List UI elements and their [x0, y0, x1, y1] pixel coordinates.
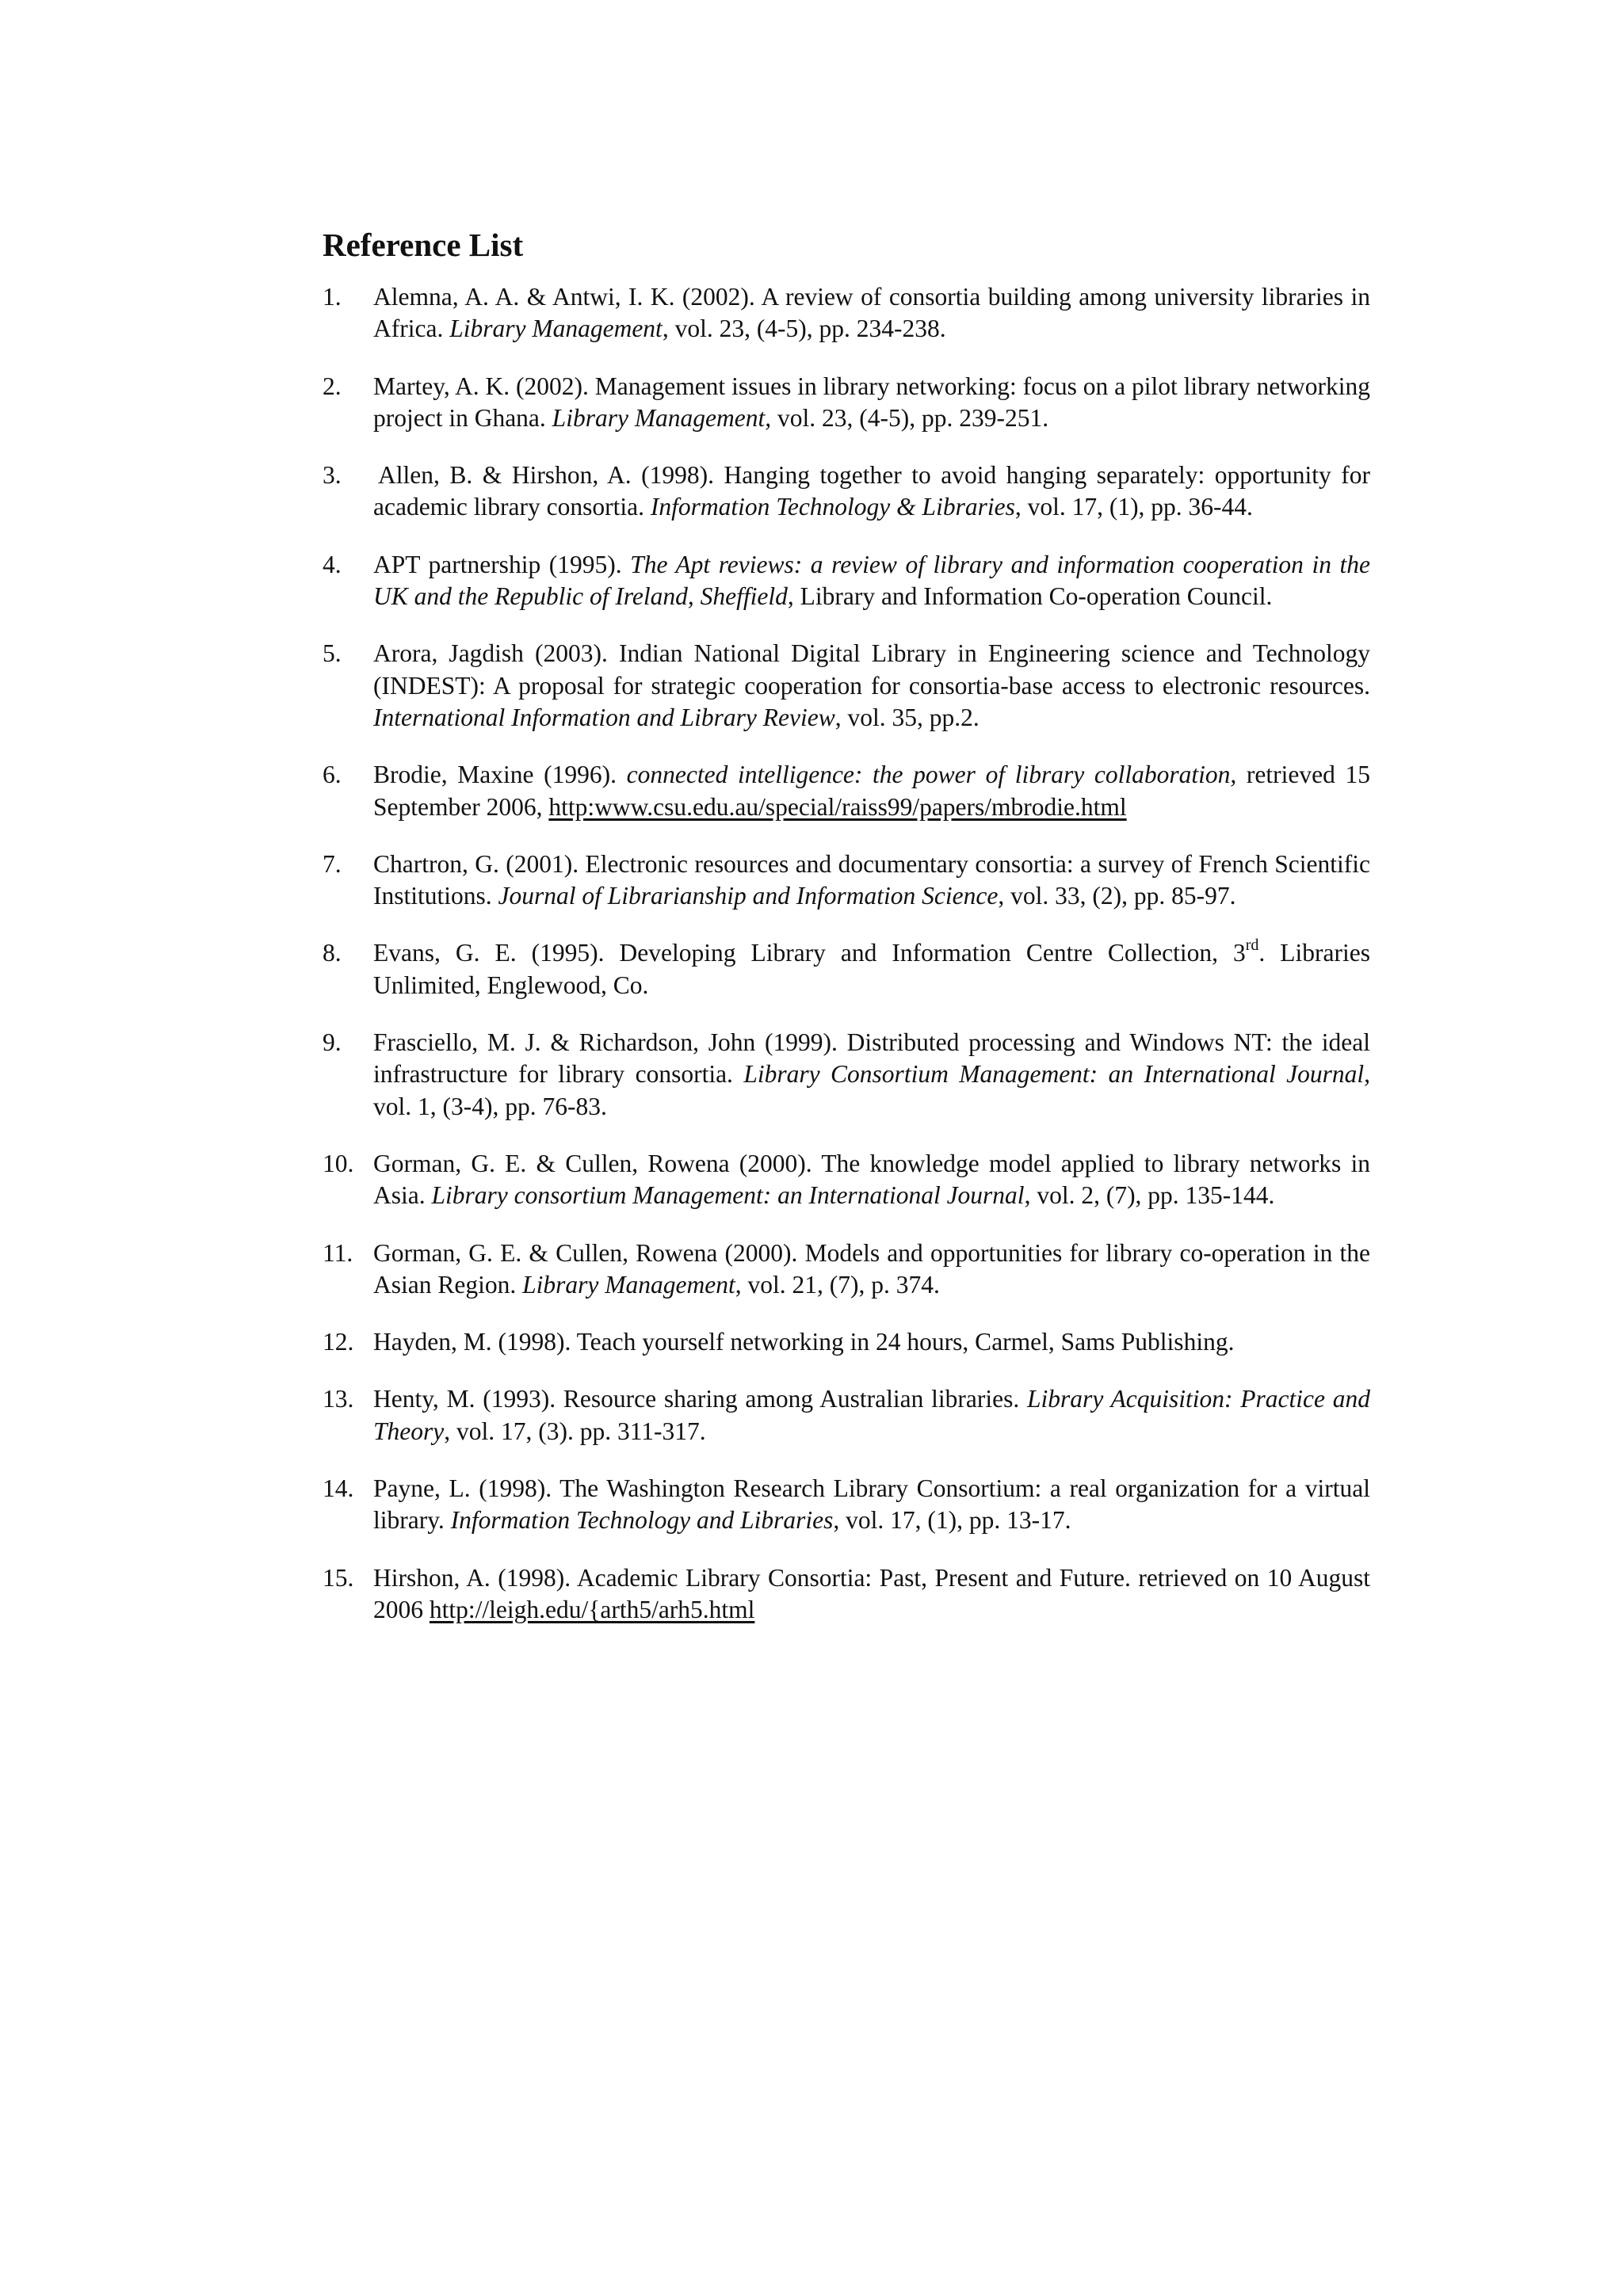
- reference-details: , vol. 17, (1), pp. 36-44.: [1014, 493, 1253, 521]
- reference-details: , vol. 17, (1), pp. 13-17.: [833, 1506, 1071, 1535]
- reference-text: Henty, M. (1993). Resource sharing among Australian libraries.: [373, 1385, 1028, 1413]
- reference-item: [323, 849, 1370, 913]
- reference-text: APT partnership (1995).: [373, 550, 631, 578]
- reference-number: 9.: [323, 1028, 342, 1057]
- reference-text: Hirshon, A. (1998). Academic Library Consortia: Past, Present and Future. retrieved on 10 August 2006: [373, 1563, 1370, 1623]
- reference-source: International Information and Library Review: [373, 703, 835, 731]
- reference-item: [323, 638, 1370, 734]
- reference-source: Library Management: [522, 1270, 735, 1299]
- reference-text: Alemna, A. A. & Antwi, I. K. (2002). A review of consortia building among university libraries in Africa.: [373, 283, 1370, 343]
- reference-details: , vol. 2, (7), pp. 135-144.: [1024, 1181, 1275, 1210]
- reference-details: . Libraries Unlimited, Englewood, Co.: [373, 939, 1371, 999]
- reference-text: Gorman, G. E. & Cullen, Rowena (2000). The knowledge model applied to library networks in Asia.: [373, 1149, 1370, 1210]
- reference-item: [323, 1027, 1370, 1123]
- reference-item: [323, 1238, 1370, 1302]
- reference-item: [323, 460, 1370, 524]
- reference-text: Arora, Jagdish (2003). Indian National Digital Library in Engineering science and Technology (INDEST): A proposal for strategic cooperation for consortia-base access to electronic resources.: [373, 639, 1370, 700]
- reference-source: Library Management,: [552, 403, 772, 432]
- reference-text: Frasciello, M. J. & Richardson, John (1999). Distributed processing and Windows NT: the ideal infrastructure for library consortia.: [373, 1028, 1370, 1089]
- reference-text: Evans, G. E. (1995). Developing Library and Information Centre Collection, 3: [373, 939, 1246, 967]
- reference-item: [323, 371, 1370, 435]
- reference-source: Library Acquisition: Practice and Theory: [373, 1385, 1370, 1445]
- reference-item: [323, 1562, 1370, 1627]
- reference-details: retrieved 15 September 2006,: [373, 761, 1370, 821]
- reference-details: , vol. 33, (2), pp. 85-97.: [998, 882, 1236, 910]
- reference-details: , vol. 23, (4-5), pp. 234-238.: [662, 315, 946, 343]
- reference-details: , vol. 35, pp.2.: [834, 703, 980, 731]
- reference-details: , vol. 17, (3). pp. 311-317.: [444, 1417, 706, 1445]
- reference-source: Information Technology & Libraries: [650, 493, 1015, 521]
- reference-source: The Apt reviews: a review of library and information cooperation in the UK and the Republic of Ireland, Sheffield: [373, 550, 1370, 611]
- reference-number: 12.: [323, 1328, 354, 1356]
- reference-details: vol. 23, (4-5), pp. 239-251.: [771, 403, 1049, 432]
- reference-source: Library Management: [449, 315, 663, 343]
- reference-number: 6.: [323, 761, 342, 789]
- reference-source: Library Consortium Management: an International Journal,: [743, 1060, 1371, 1089]
- reference-number: 4.: [323, 550, 342, 578]
- reference-item: [323, 1326, 1370, 1358]
- reference-link[interactable]: http://leigh.edu/{arth5/arh5.html: [429, 1595, 755, 1623]
- reference-item: [323, 1148, 1370, 1212]
- reference-number: 13.: [323, 1385, 354, 1413]
- reference-item: [323, 1473, 1370, 1537]
- reference-item: [323, 937, 1370, 1001]
- reference-details: , Library and Information Co-operation Council.: [787, 582, 1273, 611]
- reference-text: Brodie, Maxine (1996).: [373, 761, 627, 789]
- reference-text: Martey, A. K. (2002). Management issues in library networking: focus on a pilot library networking project in Ghana.: [373, 372, 1370, 432]
- reference-source: Library consortium Management: an International Journal: [431, 1181, 1025, 1210]
- page-title: Reference List: [323, 227, 524, 263]
- reference-number: 10.: [323, 1149, 354, 1177]
- reference-source: Journal of Librarianship and Information Science: [498, 882, 999, 910]
- reference-number: 1.: [323, 283, 342, 311]
- reference-number: 11.: [323, 1238, 353, 1267]
- reference-number: 8.: [323, 939, 342, 967]
- reference-number: 5.: [323, 639, 342, 668]
- reference-item: [323, 1383, 1370, 1447]
- reference-text: Hayden, M. (1998). Teach yourself networking in 24 hours, Carmel, Sams Publishing.: [373, 1328, 1235, 1356]
- reference-number: 7.: [323, 849, 342, 878]
- reference-number: 2.: [323, 372, 342, 400]
- reference-details: vol. 1, (3-4), pp. 76-83.: [373, 1092, 607, 1120]
- reference-number: 15.: [323, 1563, 354, 1592]
- reference-item: [323, 281, 1370, 345]
- reference-number: 14.: [323, 1474, 354, 1503]
- reference-item: [323, 549, 1370, 613]
- reference-text: Payne, L. (1998). The Washington Research Library Consortium: a real organization for a virtual library.: [373, 1474, 1370, 1535]
- reference-source: Information Technology and Libraries: [450, 1506, 834, 1535]
- reference-text: Gorman, G. E. & Cullen, Rowena (2000). Models and opportunities for library co-operation in the Asian Region.: [373, 1238, 1370, 1299]
- reference-link[interactable]: http:www.csu.edu.au/special/raiss99/papers/mbrodie.html: [548, 792, 1127, 821]
- reference-text: Allen, B. & Hirshon, A. (1998). Hanging together to avoid hanging separately: opportunity for academic library consortia.: [373, 461, 1370, 521]
- reference-source: connected intelligence: the power of library collaboration,: [626, 761, 1237, 789]
- edition-superscript: rd: [1245, 936, 1259, 955]
- reference-text: Chartron, G. (2001). Electronic resources and documentary consortia: a survey of French Scientific Institutions.: [373, 849, 1370, 910]
- reference-list: [323, 281, 1370, 1626]
- reference-item: [323, 759, 1370, 823]
- reference-number: 3.: [323, 461, 342, 490]
- reference-details: , vol. 21, (7), p. 374.: [735, 1270, 940, 1299]
